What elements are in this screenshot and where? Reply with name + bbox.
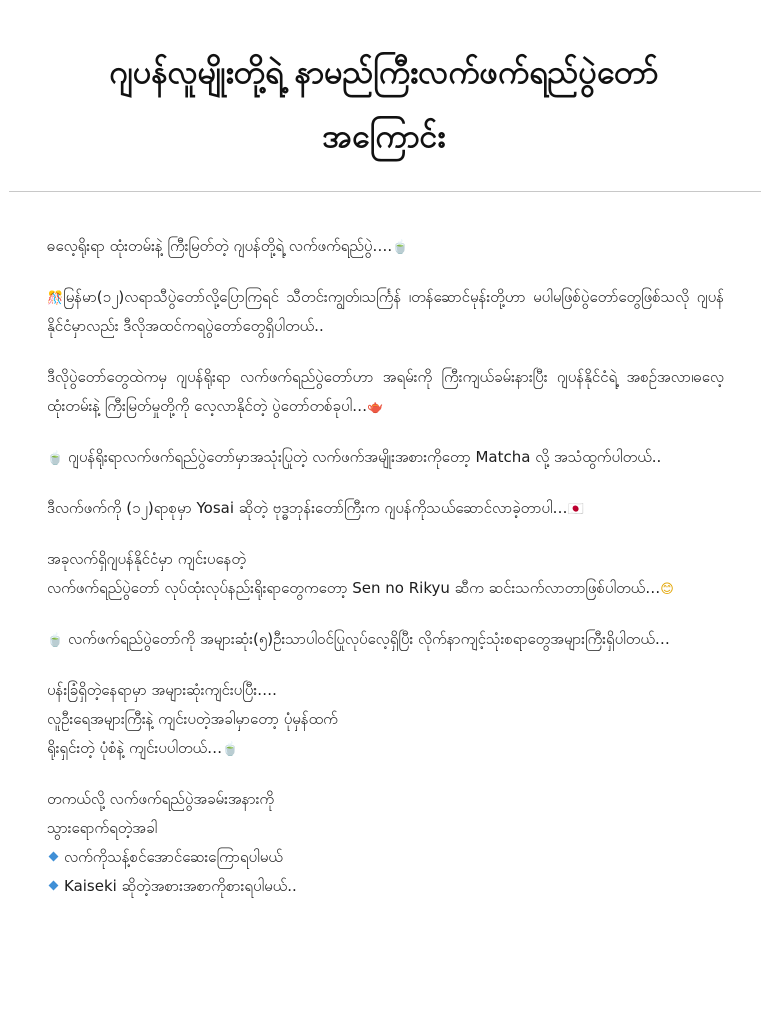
paragraph-attending <box>47 785 724 901</box>
teapot-icon: 🫖 <box>367 400 384 415</box>
page-title-line-2: အကြောင်း <box>322 117 446 155</box>
paragraph-text: မြန်မာ(၁၂)လရာသီပွဲတော်လို့ပြောကြရင် သီတင်းကျွတ်၊သင်္ကြန် ၊တန်ဆောင်မုန်းတို့ဟာ မပါမဖြစ်ပွဲတော်တွေဖြစ်သလို ဂျပန်နိုင်ငံမှာလည်း ဒီလိုအထင်ကရပွဲတော်တွေရှိပါတယ်.. <box>47 288 724 335</box>
small-blue-diamond-icon <box>49 881 59 891</box>
list-item-text: Kaiseki ဆိုတဲ့အစားအစာကိုစားရပါမယ်.. <box>64 877 297 895</box>
smile-icon: 😊 <box>660 582 674 597</box>
tea-icon: 🍵 <box>392 240 409 255</box>
paragraph-line: ရိုးရှင်းတဲ့ ပုံစံနဲ့ ကျင်းပပါတယ်… <box>47 739 223 757</box>
article-header <box>20 40 748 168</box>
page-title-line-1: ဂျပန်လူမျိုးတို့ရဲ့ နာမည်ကြီးလက်ဖက်ရည်ပွဲတော် <box>109 53 659 91</box>
paragraph-line: အခုလက်ရှိဂျပန်နိုင်ငံမှာ ကျင်းပနေတဲ့ <box>47 550 246 568</box>
paragraph-garden <box>47 676 724 763</box>
paragraph-participants <box>47 625 724 654</box>
paragraph-line: ပန်းခြံရှိတဲ့နေရာမှာ အများဆုံးကျင်းပပြီး…. <box>47 681 277 699</box>
paragraph-sen-no-rikyu <box>47 545 724 603</box>
paragraph-matcha <box>47 443 724 472</box>
header-divider <box>9 191 761 192</box>
list-item <box>47 872 724 901</box>
list-item <box>47 843 724 872</box>
tea-icon: 🍵 <box>47 451 64 466</box>
paragraph-festivals <box>47 283 724 341</box>
confetti-icon: 🎊 <box>47 291 64 306</box>
paragraph-text: ဓလေ့ရိုးရာ ထုံးတမ်းနဲ့ ကြီးမြတ်တဲ့ ဂျပန်တို့ရဲ့ လက်ဖက်ရည်ပွဲ…. <box>47 237 393 255</box>
paragraph-line: တကယ်လို့ လက်ဖက်ရည်ပွဲအခမ်းအနားကို <box>47 790 275 808</box>
article-body <box>47 232 724 923</box>
paragraph-text: ဒီလက်ဖက်ကို (၁၂)ရာစုမှာ Yosai ဆိုတဲ့ ဗုဒ္ဓဘုန်းတော်ကြီးက ဂျပန်ကိုသယ်ဆောင်လာခဲ့တာပါ… <box>47 499 568 517</box>
tea-icon: 🍵 <box>47 633 64 648</box>
japan-flag-icon: 🇯🇵 <box>567 502 584 517</box>
small-blue-diamond-icon <box>49 852 59 862</box>
paragraph-tea-ceremony <box>47 363 724 421</box>
paragraph-text: လက်ဖက်ရည်ပွဲတော်ကို အများဆုံး(၅)ဦးသာပါဝင်ပြုလုပ်လေ့ရှိပြီး လိုက်နာကျင့်သုံးစရာတွေအများကြီးရှိပါတယ်… <box>63 630 670 648</box>
paragraph-text: ဂျပန်ရိုးရာလက်ဖက်ရည်ပွဲတော်မှာအသုံးပြုတဲ့ လက်ဖက်အမျိုးအစားကိုတော့ Matcha လို့ အသံထွက်ပါတယ်.. <box>63 448 662 466</box>
paragraph-line: သွားရောက်ရတဲ့အခါ <box>47 819 158 837</box>
list-item-text: လက်ကိုသန့်စင်အောင်ဆေးကြောရပါမယ် <box>64 848 283 866</box>
paragraph-line: လူဦးရေအများကြီးနဲ့ ကျင်းပတဲ့အခါမှာတော့ ပုံမှန်ထက် <box>47 710 338 728</box>
paragraph-yosai <box>47 494 724 523</box>
paragraph-line: လက်ဖက်ရည်ပွဲတော် လုပ်ထုံးလုပ်နည်းရိုးရာတွေကတော့ Sen no Rikyu ဆီက ဆင်းသက်လာတာဖြစ်ပါတယ်… <box>47 579 661 597</box>
tea-icon: 🍵 <box>222 742 239 757</box>
paragraph-intro <box>47 232 724 261</box>
page-title <box>20 40 748 168</box>
paragraph-text: ဒီလိုပွဲတော်တွေထဲကမှ ဂျပန်ရိုးရာ လက်ဖက်ရည်ပွဲတော်ဟာ အရမ်းကို ကြီးကျယ်ခမ်းနားပြီး ဂျပန်နိုင်ငံရဲ့ အစဉ်အလာ၊ဓလေ့ထုံးတမ်းနဲ့ ကြီးမြတ်မှုတို့ကို လေ့လာနိုင်တဲ့ ပွဲတော်တစ်ခုပါ… <box>47 368 724 415</box>
